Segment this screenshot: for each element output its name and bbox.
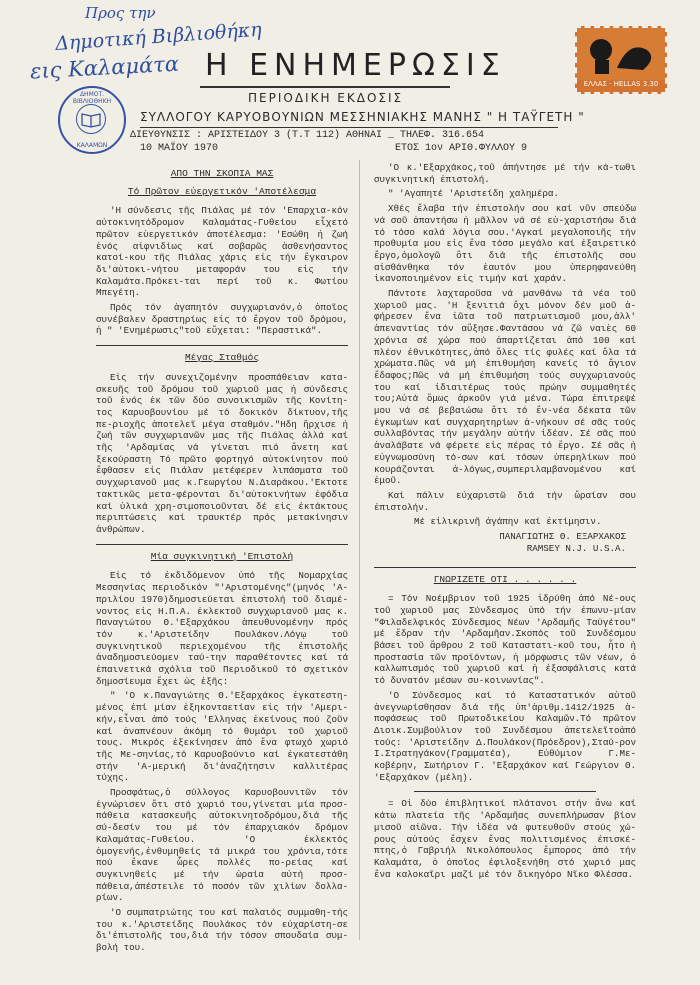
org-underline [140, 127, 558, 128]
right-column [374, 162, 636, 883]
section-heading-letter [96, 551, 348, 563]
paragraph: Προσφάτως,ὁ σύλλογος Καρυοβουνιτῶν τόν ἐγνώρισεν ὅτι στό χωριό του,γίνεται μία προσ-πάθεια κατασκευῆς αὐτοκινητοδρόμου,διά τῆς σύ-δεσίν του μέ τόν ἐπαρχιακόν δρόμον Καλαμάτας-Γυθείου. 'Ο ἐκλεκτός ὁμογενής,ἐνθυμηθείς τά μικρά του χρόνια,τότε πού ἔκανε ὧρες πολλές πο-ρείας καί συγκινηθείς μέ τήν ὡραία αὐτή προσ-πάθεια,ἀπέστειλε τό ποσόν τῶν χιλίων δολλα-ρίων. [96, 787, 348, 904]
handwritten-line-1: Προς την [85, 4, 156, 22]
organization-name: ΣΥΛΛΟΓΟΥ ΚΑΡΥΟΒΟΥΝΙΩΝ ΜΕΣΣΗΝΙΑΚΗΣ ΜΑΝΗΣ " Η ΤΑΫΓΕΤΗ " [140, 110, 585, 124]
book-icon [76, 104, 106, 134]
section-subheading-result [96, 186, 348, 198]
handwritten-line-2: Δημοτική Βιβλιοθήκη [54, 18, 263, 56]
section-divider [96, 544, 348, 545]
section-divider [374, 567, 636, 568]
paragraph: 'Η σύνδεσις τῆς Πιάλας μέ τόν 'Επαρχια-κόν αὐτοκινητόδρομον Καλαμάτας-Γυθείου εἶχετό πρῶτον εὐεργετικόν ἀποτέλεσμα: 'Εσώθη ἡ ζωή ἑνός αἰφνιδίως καί σοβαρῶς ἀσθενήσαντος κατοί-κου τῆς Πιάλας χάρις εἰς τήν ἔγκαιρον δι'αὐτοκι-νήτου μεταφοράν του εἰς τήν Καλαμάτα.Πρόκει-ται περί τοῦ κ. Φωτίου Μπεγέτη. [96, 205, 348, 299]
section-divider [414, 791, 596, 792]
section-heading-letter-text: Μία συγκινητική 'Επιστολή [150, 550, 294, 562]
signature-location: RAMSEY N.J. U.S.A. [526, 542, 626, 554]
library-stamp [58, 86, 126, 154]
paragraph: Εἰς τό ἐκδιδόμενον ὑπό τῆς Νομαρχίας Μεσσηνίας περιοδικόν "'Αριστομένης"(μηνός 'Α-πριλίου 1970)δημοσιεύεται ἐπιστολή τοῦ διαμέ-νοντος εἰς Η.Π.Α. ἐκλεκτοῦ συγχωριανοῦ μας κ. Παναγιώτου Θ.'Εξαρχάκου ἀπευθυνομένην πρός τόν κ.'Αριστείδην Πουλάκον.Λόγῳ τοῦ συγκινητικοῦ περιεχομένου τῆς ἐπιστολῆς ἀναδημοσιεύομεν ταύ-την παραθέτοντες καί τά ἐπαινετικά σχόλια τοῦ Περιοδικοῦ τό σχετικόν δημοσίευμα ἔχει ὡς ἑξῆς: [96, 570, 348, 687]
newspaper-title: Η ΕΝΗΜΕΡΩΣΙΣ [205, 48, 506, 83]
title-underline [200, 86, 450, 88]
paragraph: = Τόν Νοέμβριον τοῦ 1925 ἱδρύθη ἀπό Νέ-ους τοῦ χωριοῦ μας Σύνδεσμος ὑπό τήν ἐπωνυ-μίαν "Φιλαδελφικός Σύνδεσμος Νέων 'Αρδαμῆς Ταϋγέτου" μέ ἕδραν τήν 'Αρδαμῆαν.Σκοπός τοῦ Συνδέσμου βάσει τοῦ ἄρθρου 2 τοῦ Καταστατι-κοῦ του, ἦτο ἡ προστασία τῶν προϊόντων, ἡ μόρφωσις τῶν νέων, ὁ καλλωπισμός τοῦ χωριοῦ καί ἡ ἐξασφάλισις κατά τό δυνατόν μέσων συ-κοινωνίας". [374, 593, 636, 687]
section-heading-skopia-text: ΑΠΟ ΤΗΝ ΣΚΟΠΙΑ ΜΑΣ [170, 168, 274, 179]
paragraph: Καί πάλιν εὐχαριστῶ διά τήν ὥραίαν σου ἐπιστολήν. [374, 489, 636, 513]
paragraph: " 'Αγαπητέ 'Αριστείδη χαλημέρα. [388, 188, 559, 200]
newspaper-subtitle: ΠΕΡΙΟΔΙΚΗ ΕΚΔΟΣΙΣ [248, 91, 404, 105]
column-divider [359, 160, 360, 940]
paragraph: " 'Ο κ.Παναγιώτης Θ.'Εξαρχάκος ἐγκατεστη-μένος ἐπί μίαν ἑξηκονταετίαν εἰς τήν 'Αμερι-κήν,εἶναι ἀπό τούς 'Ελληνας ἐκείνους πού ζοῦν καί ἀναπνέουν ἀκόμη τό θυμάρι τοῦ χωριοῦ τους. Μικρός ἐξεκίνησεν ἀπό ἕνα φτωχό χωριό τῆς Με-σηνίας,τό Καρυοβούνιο καί ἐγκατεστάθη στήν 'Α-μερική δι'ἀναζήτησιν καλλιτέρας τύχης. [96, 690, 348, 784]
section-heading-skopia [96, 168, 348, 180]
section-heading-station [96, 352, 348, 364]
paragraph: = Οἱ δύο ἐπιβλητικοί πλάτανοι στήν ἄνω καί κάτω πλατεία τῆς 'Αρδαμῆας συνεπλήρωσαν βίον μισοῦ αἰῶνα. Τήν ἰδέα νά φυτευθοῦν στούς χώ-ρους αὐτούς ἔσχεν ἕνας πολιτισμένος ἐπισκέ-πτης,ὁ Γαβριήλ Νικολόπουλος ἔμπορος ἀπό τήν Καλαμάτα, ὁ ὁποῖος ἐφιλοξενήθη στό χωριό μας ἕνα καλοκαῖρι μαζί μέ τόν δικηγόρο Νῖκο Φλέσσα. [374, 798, 636, 880]
address-line: ΔΙΕΥΘΥΝΣΙΣ : ΑΡΙΣΤΕΙΔΟΥ 3 (Τ.Τ 112) ΑΘΗΝΑΙ _ ΤΗΛΕΦ. 316.654 [130, 130, 485, 141]
paragraph: Εἰς τήν συνεχιζομένην προσπάθειαν κατα-σκευῆς τοῦ δρόμου τοῦ χωριοῦ μας ἡ σύνδεσις τοῦ ἑνός ἐκ τῶν δύο συνοικισμῶν τῆς Κονίτη-τος Καρυοβουνίου μέ τό δοκικόν δίκτυον,τῆς πε-ριοχῆς ἀποτελεῖ μέγα σταθμόν."Ηδη ἤρχισε ἡ ζωή τῶν συγχωριανῶν μας τῆς Πιάλας ἀλλά καί τῆς 'Αρδαμίας νά γίνεται πιό ἄνετη καί ξεκούραστη Τό πρῶτο φορτηγό αὐτοκίνητον πού ἔφθασεν εἰς Πιάλαν μετέφερεν λιπάσματα τοῦ συγχωριανοῦ μας κ.Γεωργίου Ν.Διαράκου.'Εκτοτε τακτικῶς μετα-φέρονται δι'αὐτοκινήτων ἐφόδια καί ὑλικά χρη-σιμοποιοῦνται δέ εἰς ἐκτάκτους περιπτώσεις καί τραυκτέρ πρός μετακίνησιν ἀνθρώπων. [96, 371, 348, 535]
paragraph: 'Ο κ.'Εξαρχάκος,τοῦ ἀπήντησε μέ τήν κά-τωθι συγκινητική ἐπιστολή. [374, 162, 636, 185]
section-divider [96, 345, 348, 346]
paragraph: Πάντοτε λαχταροῦσα νά μανθάνω τά νέα τοῦ χωριοῦ μας. 'Η ξενιτιά ὄχι μόνον δέν μοῦ ἀ-φήρεσεν ἕνα ἰῶτα τοῦ πατριωτισμοῦ μου,ἀλλ' ἀπεναντίας τόν αὔξησε.Φαντάσου νά ζῶ ναιὲς 60 χρόνια σέ χώρα πού ἀπαρτίζεται ἀπό 100 καί πλέον ἐθνικότητες,ἀπό ὅλες τίς φυλές καί ὅλα τά χρώματα.Πῶς νά μή ἐπιθυμήση κανείς τό ἅγιον ἔδαφος;Πῶς νά μή ἐπιθυμήση τούς συγχωριανούς του καί ἰδιαιτέρως τούς πρώην συμμαθητές του;Αὐτά ὅμως ἀρκοῦν γιά μένα. Τώρα ἐπιτρεψέ μου νά σέ βεβαιώσω ὅτι τό ἔν-νέα δέκατα τῶν ἐγκωμίων καί συγχαρητηρίων ἀ-νήκουν σέ σᾶς τούς συλλαβόντας τήν μεγάλην αὐτήν ἰδέαν. Σέ σᾶς πού ἀναλάβατε νά φέρετε εἰς πέρας τό ἔργο. Σέ σᾶς ἡ εὐγνωμοσύνη τό-σων καί τόσων ὑπερηλίκων πού κουράζονται ἀ-λόγως,συμπεριλαμβανομένου καί ἐμοῦ. [374, 288, 636, 487]
section-heading-gnorizete [374, 574, 636, 586]
paragraph: 'Ο συμπατριώτης του καί παλαιός συμμαθη-τής του κ.'Αριστείδης Πουλάκος τόν εὐχαρίστη-σε δι'ἐπιστολῆς του,διά τήν τόσον σπουδαία συμ-βολή του. [96, 907, 348, 954]
section-heading-station-text: Μέγας Σταθμός [184, 352, 260, 364]
stamp-top-text: ΔΗΜΟΤ. ΒΙΒΛΙΟΘΗΚΗ [72, 91, 112, 105]
paragraph: Χθές ἔλαβα τήν ἐπιστολήν σου καί νῦν σπεύδω νά σοῦ ἀπαντήσω ἡ μᾶλλον νά σέ εὐ-χαριστήσω διά τό τόσο καλά λόγια σου.'Αγκαί μεγαλοποιῆς τήν προθυμία μου εἰς ἕνα τόσο μεγάλο καί ἐξαιρετικό ἔργο,ὁμολογῶ ὅτι διά τῆς ἐπιστολῆς σου αἰσθάνθηκα τόν ἑαυτόν μου ὑπερηφανεύθη ἱκανοποιημένον εἰς τιμήν καί χαράν. [374, 203, 636, 285]
stamp-bottom-text: ΚΑΛΑΜΩΝ [76, 142, 108, 149]
postage-stamp-label: ΕΛΛΑΣ · HELLAS 3.30 [583, 80, 659, 88]
section-subheading-result-text: Τό Πρῶτον εὐεργετικόν 'Αποτέλεσμα [127, 185, 317, 197]
postage-stamp [575, 26, 667, 94]
section-heading-gnorizete-text: ΓΝΩΡΙΖΕΤΕ ΟΤΙ . . . . . . [433, 573, 577, 585]
left-column [96, 162, 348, 957]
issue-number: ΕΤΟΣ 1ον ΑΡΙΘ.ΦΥΛΛΟΥ 9 [395, 143, 528, 154]
paragraph: Πρός τόν ἀγαπητόν συγχωριανόν,ὁ ὁποῖος συνέβαλεν δραστηρίως εἰς τό ἔργον τοῦ δρόμου, ἡ " 'Ενημέρωσις"τοῦ εὔχεται: "Περαστικά". [96, 302, 348, 337]
handwritten-line-3: εις Καλαμάτα [29, 51, 180, 84]
paragraph: 'Ο Σύνδεσμος καί τό Καταστατικόν αὐτοῦ ἀνεγνωρίσθησαν διά τῆς ὑπ'ἀριθμ.1412/1925 ἀ-ποφάσεως τοῦ Πρωτοδικείου Καλαμῶν.Τό πρῶτον Διοικ.Συμβούλιον τοῦ Συνδέσμου ἀπετελεῖτοἀπό τούς: 'Αριστείδην Δ.Πουλάκον(Πρόεδρον),Σταύ-ρον Ι.Στρατηγάκον(Γραμματέα), Εὐθύμιον Γ.Με-κοβέρην, Σωτήριον Γ. 'Εξαρχάκον καί Γεώργιον Θ. 'Εξαρχάκον (μέλη). [374, 689, 636, 783]
issue-date: 10 ΜΑΪΟΥ 1970 [140, 143, 219, 154]
paragraph: Μέ εἰλικρινῆ ἀγάπην καί ἐκτίμησιν. [414, 516, 602, 528]
signature-name: ΠΑΝΑΓΙΩΤΗΣ Θ. ΕΞΑΡΧΑΚΟΣ [499, 531, 626, 543]
amphora-art-icon [577, 28, 665, 80]
